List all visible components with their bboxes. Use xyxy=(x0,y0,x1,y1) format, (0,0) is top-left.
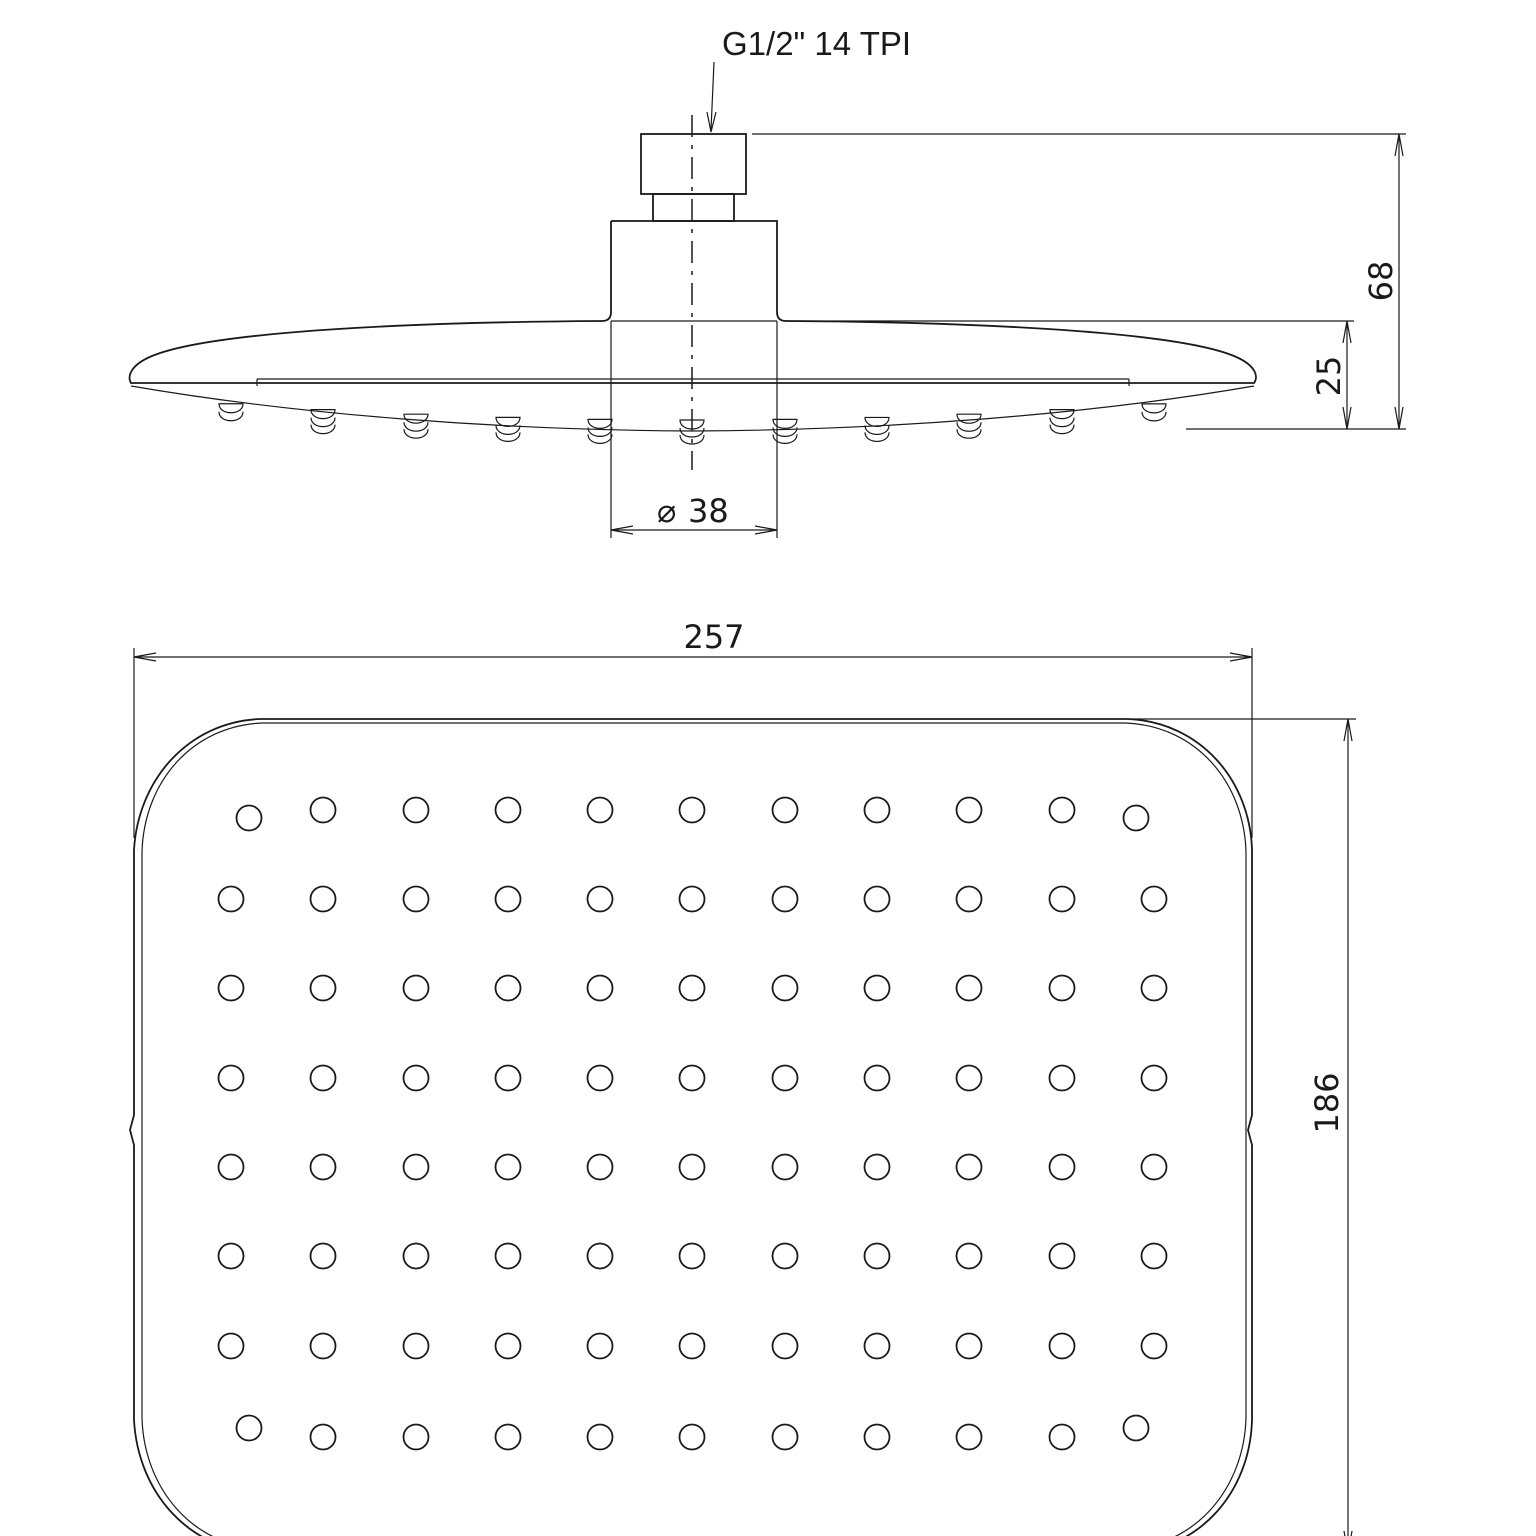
nozzle xyxy=(404,887,429,912)
nozzle xyxy=(496,1334,521,1359)
nozzle xyxy=(588,1425,613,1450)
nozzle xyxy=(680,1155,705,1180)
nozzle-grid xyxy=(219,798,1167,1450)
nozzle xyxy=(865,1334,890,1359)
nozzle-side xyxy=(588,419,612,443)
nozzle xyxy=(773,1066,798,1091)
nozzle xyxy=(865,887,890,912)
nozzle xyxy=(404,976,429,1001)
nozzle xyxy=(680,1066,705,1091)
nozzle xyxy=(311,1066,336,1091)
nozzle xyxy=(219,887,244,912)
nozzle xyxy=(957,1334,982,1359)
nozzle xyxy=(219,1155,244,1180)
nozzle xyxy=(865,1244,890,1269)
dimension-head-height xyxy=(786,321,1354,429)
connector-diameter-label: 38 xyxy=(688,492,729,530)
nozzle xyxy=(404,1155,429,1180)
nozzle xyxy=(680,976,705,1001)
head-outline xyxy=(130,719,1252,1536)
nozzle-side xyxy=(219,404,243,421)
nozzle xyxy=(311,887,336,912)
nozzle xyxy=(1050,798,1075,823)
dimension-total-height xyxy=(752,134,1406,429)
top-view xyxy=(130,719,1252,1536)
nozzle xyxy=(588,976,613,1001)
thread-callout xyxy=(707,25,911,132)
nozzle xyxy=(1142,1244,1167,1269)
width-label: 257 xyxy=(683,618,745,656)
head-inner-edge xyxy=(142,723,1246,1536)
nozzle xyxy=(1142,1334,1167,1359)
nozzle-side xyxy=(957,414,981,438)
nozzle xyxy=(311,1425,336,1450)
head-profile xyxy=(130,321,1256,383)
nozzle xyxy=(496,798,521,823)
nozzle xyxy=(773,1244,798,1269)
connector-nut xyxy=(641,134,746,194)
nozzle xyxy=(680,1334,705,1359)
nozzle xyxy=(588,1155,613,1180)
nozzle xyxy=(680,798,705,823)
nozzle xyxy=(404,1244,429,1269)
nozzle xyxy=(496,976,521,1001)
connector-sleeve xyxy=(602,221,786,321)
total-height-label: 68 xyxy=(1362,260,1400,302)
nozzle xyxy=(773,798,798,823)
nozzle xyxy=(1050,1244,1075,1269)
nozzle xyxy=(237,1416,262,1441)
nozzle xyxy=(311,1244,336,1269)
dimension-width xyxy=(134,618,1252,838)
nozzle xyxy=(311,1155,336,1180)
nozzle xyxy=(1124,1416,1149,1441)
depth-label: 186 xyxy=(1308,1072,1346,1134)
nozzle xyxy=(404,1425,429,1450)
nozzle xyxy=(496,1155,521,1180)
nozzle xyxy=(496,887,521,912)
nozzle xyxy=(957,1244,982,1269)
nozzle xyxy=(496,1066,521,1091)
nozzle xyxy=(957,1425,982,1450)
nozzle xyxy=(957,798,982,823)
nozzle xyxy=(588,887,613,912)
side-view xyxy=(130,115,1256,470)
nozzle xyxy=(496,1425,521,1450)
nozzle xyxy=(588,1334,613,1359)
nozzle xyxy=(773,1155,798,1180)
nozzle xyxy=(404,798,429,823)
nozzle xyxy=(311,798,336,823)
nozzle-side xyxy=(865,417,889,441)
nozzle xyxy=(219,1066,244,1091)
nozzle-side xyxy=(1142,404,1166,421)
dimension-depth xyxy=(1130,719,1356,1536)
nozzle xyxy=(680,887,705,912)
nozzle xyxy=(957,976,982,1001)
nozzle xyxy=(496,1244,521,1269)
nozzle xyxy=(773,976,798,1001)
nozzle xyxy=(1142,1155,1167,1180)
connector-neck xyxy=(653,194,734,221)
nozzle-side xyxy=(496,417,520,441)
nozzle xyxy=(404,1066,429,1091)
nozzle xyxy=(1124,806,1149,831)
nozzle xyxy=(1050,976,1075,1001)
nozzle xyxy=(1142,887,1167,912)
nozzle xyxy=(588,798,613,823)
head-height-label: 25 xyxy=(1310,355,1348,397)
nozzle xyxy=(957,887,982,912)
nozzle xyxy=(957,1066,982,1091)
nozzle xyxy=(588,1244,613,1269)
nozzle xyxy=(1050,1334,1075,1359)
nozzle xyxy=(680,1425,705,1450)
nozzle xyxy=(1050,1155,1075,1180)
nozzle xyxy=(219,1334,244,1359)
nozzle xyxy=(680,1244,705,1269)
thread-spec-label: G1/2" 14 TPI xyxy=(722,25,912,62)
nozzle xyxy=(773,1425,798,1450)
nozzle-side xyxy=(404,414,428,438)
nozzle xyxy=(865,1155,890,1180)
nozzle xyxy=(773,887,798,912)
nozzle xyxy=(588,1066,613,1091)
nozzle xyxy=(237,806,262,831)
nozzle xyxy=(404,1334,429,1359)
nozzle xyxy=(219,976,244,1001)
diameter-symbol: ⌀ xyxy=(657,492,677,530)
nozzle xyxy=(1050,1425,1075,1450)
nozzle xyxy=(311,976,336,1001)
nozzle xyxy=(311,1334,336,1359)
nozzle xyxy=(1050,887,1075,912)
nozzle xyxy=(773,1334,798,1359)
nozzle xyxy=(957,1155,982,1180)
nozzle xyxy=(865,976,890,1001)
nozzle xyxy=(1142,1066,1167,1091)
nozzle xyxy=(1050,1066,1075,1091)
nozzle xyxy=(219,1244,244,1269)
nozzle xyxy=(865,798,890,823)
nozzle xyxy=(1142,976,1167,1001)
nozzle xyxy=(865,1425,890,1450)
nozzle xyxy=(865,1066,890,1091)
